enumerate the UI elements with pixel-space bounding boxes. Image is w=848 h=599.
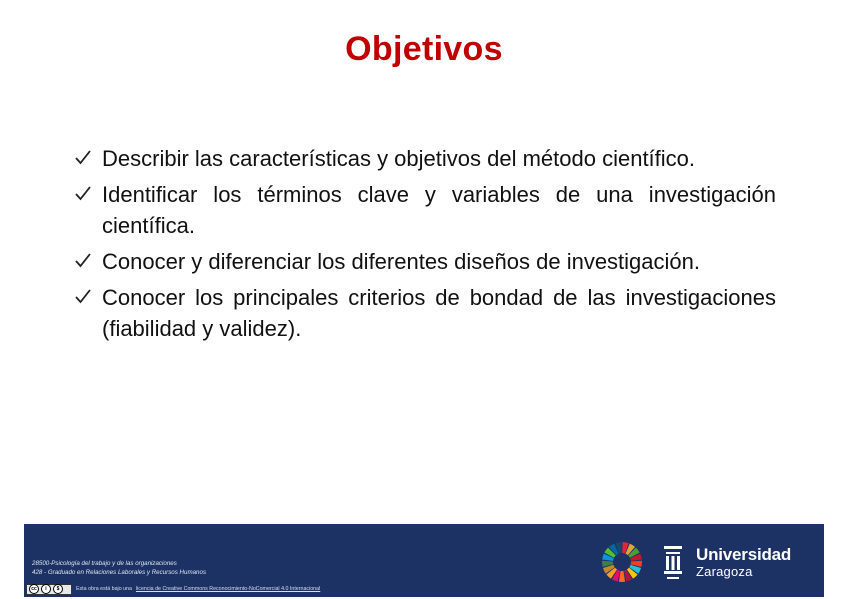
objective-item	[72, 246, 776, 277]
checkmark-icon	[75, 246, 97, 277]
course-line: 28500-Psicología del trabajo y de las organizaciones	[32, 560, 177, 567]
creative-commons-icon: cc i $	[26, 584, 72, 595]
university-emblem-icon	[662, 544, 684, 582]
objective-text: Conocer y diferenciar los diferentes diseños de investigación.	[102, 249, 700, 274]
objective-item	[72, 282, 776, 344]
objective-text: Conocer los principales criterios de bondad de las investigaciones (fiabilidad y validez).	[102, 285, 776, 341]
objective-item	[72, 179, 776, 241]
checkmark-icon	[75, 282, 97, 313]
license-prefix: Esta obra está bajo una	[76, 586, 132, 592]
sdg-wheel-icon	[601, 541, 643, 583]
objective-text: Identificar los términos clave y variables de una investigación científica.	[102, 182, 776, 238]
checkmark-icon	[75, 143, 97, 174]
university-city: Zaragoza	[696, 564, 753, 579]
sdg-wheel-segment	[619, 571, 625, 582]
objective-item	[72, 143, 776, 174]
footer-banner	[24, 524, 824, 597]
degree-line: 428 - Graduado en Relaciones Laborales y Recursos Humanos	[32, 569, 207, 576]
slide-title: Objetivos	[345, 30, 503, 68]
license-link[interactable]: licencia de Creative Commons Reconocimiento-NoComercial 4.0 Internacional	[135, 586, 321, 592]
objective-text: Describir las características y objetivos del método científico.	[102, 146, 696, 171]
objectives-list	[72, 143, 776, 349]
university-name: Universidad	[696, 545, 792, 564]
license-block	[26, 583, 320, 595]
checkmark-icon	[75, 179, 97, 210]
